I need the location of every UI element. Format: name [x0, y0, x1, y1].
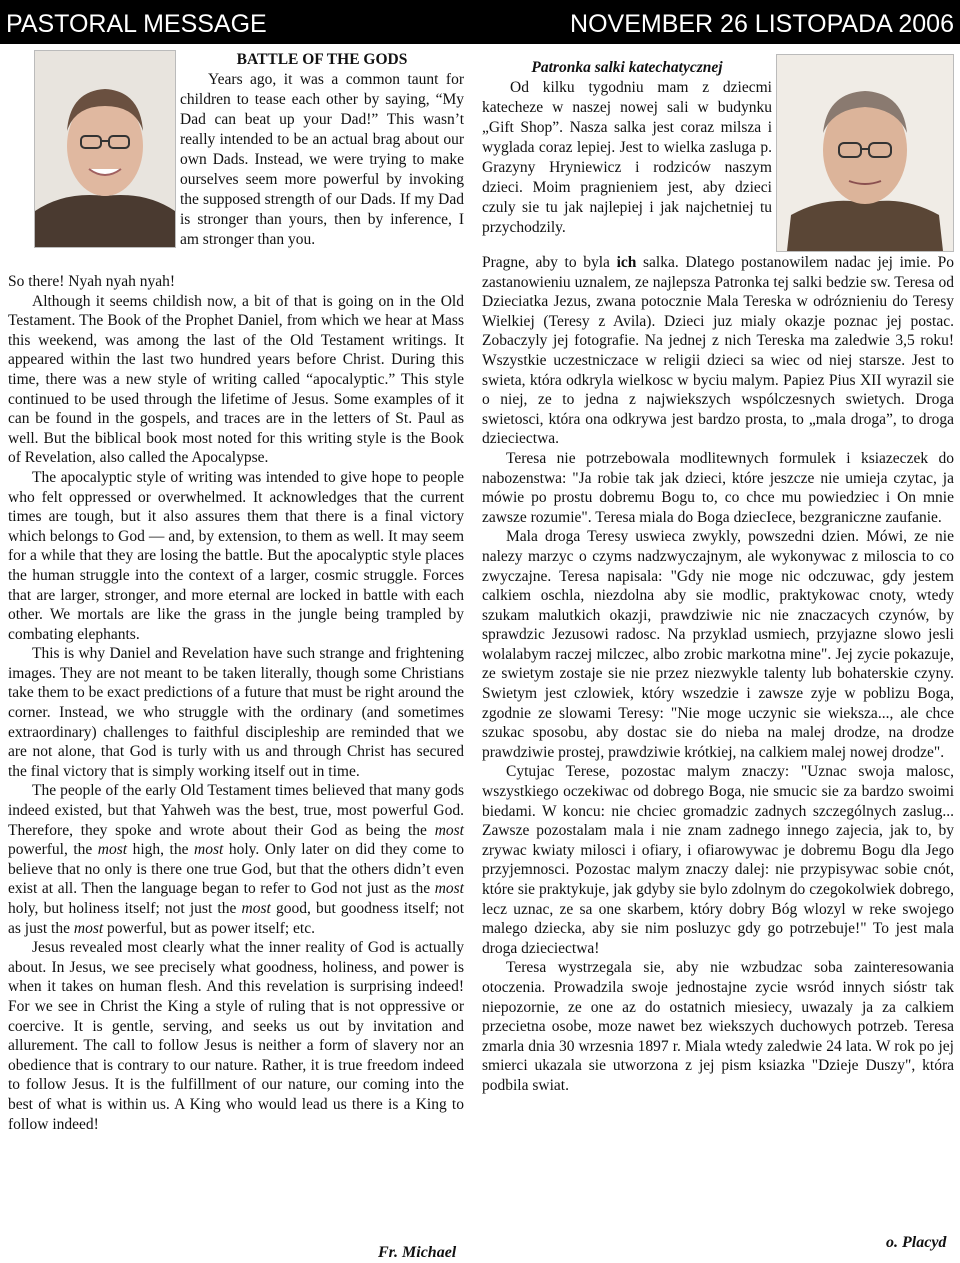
- priest-portrait-right: [776, 54, 954, 252]
- text-run: holy, but holiness itself; not just the: [8, 900, 242, 917]
- text-run: powerful, but as power itself; etc.: [103, 919, 315, 937]
- paragraph: Teresa wystrzegala sie, aby nie wzbudzac soba zainteresowania otoczenia. Prowadzila swoje jednostajne zycie wsród innych sióstr tak niepozornie, ze one az do ostatnich miesiecy, uwazaly ja za calkiem przecietna osobe, moze nawet bez wiekszych duchowych potrzeb. Teresa zmarla dnia 30 wrzesnia 1897 r. Miala wtedy zaledwie 24 lata. W rok po jej smierci ukazala sie utworzona z jej pism ksiazka "Dzieje Duszy", która podbila swiat.: [482, 959, 954, 1094]
- paragraph: [8, 781, 464, 938]
- right-article-body: [482, 253, 954, 1096]
- paragraph: Cytujac Terese, pozostac malym znaczy: "Uznac swoja malosc, wszystkiego oczekiwac od dobrego Boga, nie smucic sie za bardzo swoimi biedami. W koncu: nie chciec gromadzic zadnych szczególnych zaslug... Zawsze pozostalam mala i nie znam zadnego innego zajecia, jak to, by zrywac kwiaty milosci i ofiary, i ofiarowywac je dobremu Bogu dla Jego przyjemnosci. Pozostac malym znaczy dalej: nie przypisywac sobie cnót, które sie praktykuje, jak gdyby sie bylo zdolnym do czegokolwiek dobrego, lecz uznac, ze sa one skarbem, który dobry Bóg wlozyl w reke swojego malego dziecka, aby sie nim posluzyc gdy go potrzebuje!" To jest mala droga dzieciectwa!: [482, 763, 954, 957]
- left-article-body: [8, 272, 464, 1134]
- paragraph: Mala droga Teresy uswieca zwykly, powszedni dzien. Mówi, ze nie nalezy marzyc o czyms nadzwyczajnym, ale wykonywac z miloscia to co zwyczajne. Teresa napisala: "Gdy nie moge nic odczuwac, gdy jestem calkiem oschla, niezdolna aby sie modlic, praktykowac cnoty, wtedy szukam malutkich okazji, prawdziwie nic nie znaczacych czynów, by sprawdzic Jezusowi radosc. Na przyklad usmiech, przyjazne slowo jesli wolalabym raczej milczec, albo zrobic markotna mine". Jej zycie pokazuje, ze swietym zostaje sie nie przez niezwykle talenty lub bohaterskie czyny. Swietym jest czlowiek, który wszedzie i zawsze zyje w poblizu Boga, zgodnie ze slowami Teresy: "Nie moge uczynic sie wieksza..., ale chce szukac sposobu, aby dostac sie do nieba na malej drodze, na drodze prawdziwie prostej, prawdziwie krótkiej, na calkiem malej nowej drodze".: [482, 528, 954, 761]
- intro-paragraph: Years ago, it was a common taunt for children to tease each other by saying, “My Dad can beat up your Dad!” This wasn’t really intended to be an actual brag about our own Dads. Instead, we were trying to make ourselves seem more powerful by invoking the supposed strength of our Dads. If my Dad is stronger than yours, then by inference, I am stronger than you.: [180, 71, 464, 248]
- text-run: powerful, the: [8, 841, 98, 859]
- emphasis: most: [434, 821, 464, 839]
- section-title: PASTORAL MESSAGE: [6, 10, 267, 38]
- priest-portrait-left: [34, 50, 176, 248]
- text-run: holy. Only later on did they come to believe that no only is there one true God, but that the others didn’t even exist at all. Then the language began to refer to God not just as the: [8, 841, 465, 898]
- text-run: The people of the early Old Testament times believed that many gods indeed existed, but that Yahweh was the best, true, most powerful God. Therefore, they spoke and wrote about their God as being the: [8, 782, 464, 839]
- bold-word: ich: [616, 254, 637, 271]
- paragraph: Although it seems childish now, a bit of that is going on in the Old Testament. The Book of the Prophet Daniel, from which we hear at Mass this weekend, was among the last of the Old Testament writings. It appeared within the last two hundred years before Christ. During this time, there was a new style of writing called “apocalyptic.” This style continued to be used through the lifetime of Jesus. Some examples of it can be found in the gospels, and traces are in the letters of St. Paul as well. But the biblical book most noted for this writing style is the Book of Revelation, also called the Apocalypse.: [8, 292, 464, 467]
- left-article-title: BATTLE OF THE GODS: [236, 51, 408, 68]
- emphasis: most: [241, 900, 271, 917]
- portrait-image: [35, 51, 175, 247]
- paragraph: This is why Daniel and Revelation have such strange and frightening images. They are not meant to be taken literally, though some Christians take them to be exact predictions of a future that must be right around the corner. Instead, we who struggle with the ordinary (and sometimes extraordinary) challenges to faithful discipleship are reminded that we are not alone, that God is turly with us and through Christ has secured the final victory that is simply working itself out in time.: [8, 645, 464, 780]
- emphasis: most: [97, 841, 128, 859]
- emphasis: most: [434, 880, 464, 898]
- right-signature: o. Placyd: [886, 1234, 947, 1251]
- paragraph: Jesus revealed most clearly what the inner reality of God is actually about. In Jesus, we see precisely what goodness, holiness, and power is when it takes on human flesh. And this revelation is surprising indeed! For we see in Christ the King a style of ruling that is not oppressive or coercive. It is gentle, serving, and seeks us out by invitation and allurement. The call to follow Jesus is neither a form of slavery nor an obedience that is contrary to our nature. Rather, it is true freedom indeed to follow Jesus. It is the fulfillment of our nature, our coming into the best of what is within us. A King who would lead us there is a King to follow indeed!: [8, 939, 464, 1133]
- paragraph: [482, 253, 954, 449]
- paragraph: Teresa nie potrzebowala modlitewnych formulek i ksiazeczek do nabozenstwa: "Ja robie tak jak dzieci, które jeszcze nie umieja czytac, ja mówie po prostu dobremu Bogu to, co chce mu powiedziec i On mnie zawsze rozumie". Teresa miala do Boga dziecIece, bezgraniczne zaufanie.: [482, 449, 954, 526]
- left-signature: Fr. Michael: [378, 1244, 457, 1261]
- right-article-title: Patronka salki katechatycznej: [531, 59, 723, 76]
- text-run: high, the: [127, 841, 195, 859]
- right-article-intro: [482, 58, 772, 238]
- issue-date: NOVEMBER 26 LISTOPADA 2006: [570, 10, 954, 38]
- emphasis: most: [73, 919, 104, 937]
- page-header: [0, 0, 960, 44]
- text-run: salka. Dlatego postanowilem nadac jej imie. Po zastanowieniu uznalem, ze najlepsza Patronka tej salki bedzie sw. Teresa od Dzieciatka Jezus, zwana potocznie Mala Tereska w odróznieniu do Teresy Wielkiej (Teresy z Avila). Dzieci juz mialy okazje poznac jej postac. Zobaczyly jej fotografie. Na jednej z nich Tereska ma zaledwie 3,5 roku! Wszystkie uczestniczace w religii dzieci sa wiec od niej starsze. Jest to swieta, która odkryla wielkosc w byciu malym. Papiez Pius XII wyrazil sie o niej, ze to jedna z najwiekszych wspólczesnych swietych. Droga swietosci, która ona odkrywa jest bardzo prosta, to „mala droga”, to droga dzieciectwa.: [482, 254, 954, 448]
- text-run: Pragne, aby to byla: [482, 254, 617, 271]
- paragraph: The apocalyptic style of writing was intended to give hope to people who felt oppressed or overwhelmed. It acknowledges that the current times are tough, but it also assures them that there is a final victory which belongs to God — and, by extension, to them as well. It may seem for a while that they are losing the battle. But the apocalyptic style places the human struggle into the context of a larger, cosmic struggle. Forces that are larger, stronger, and more eternal are locked in battle with each other. We mortals are like the grass in the jungle being trampled by combating elephants.: [8, 468, 464, 643]
- intro-paragraph: Od kilku tygodniu mam z dziecmi katecheze w naszej nowej sali w budynku „Gift Shop”. Nasza salka jest coraz milsza i wyglada coraz lepiej. Jest to wielka zasluga p. Grazyny Hryniewicz i rodziców naszym dzieci. Moim pragnieniem jest, aby dzieci czuly sie tu jak najlepiej i jak najchetniej tu przychodzily.: [482, 79, 772, 236]
- paragraph: So there! Nyah nyah nyah!: [8, 273, 176, 290]
- text-run: good, but goodness itself; not as just the: [8, 900, 464, 937]
- left-article-intro: [180, 50, 464, 250]
- emphasis: most: [194, 841, 224, 859]
- portrait-image: [777, 55, 953, 251]
